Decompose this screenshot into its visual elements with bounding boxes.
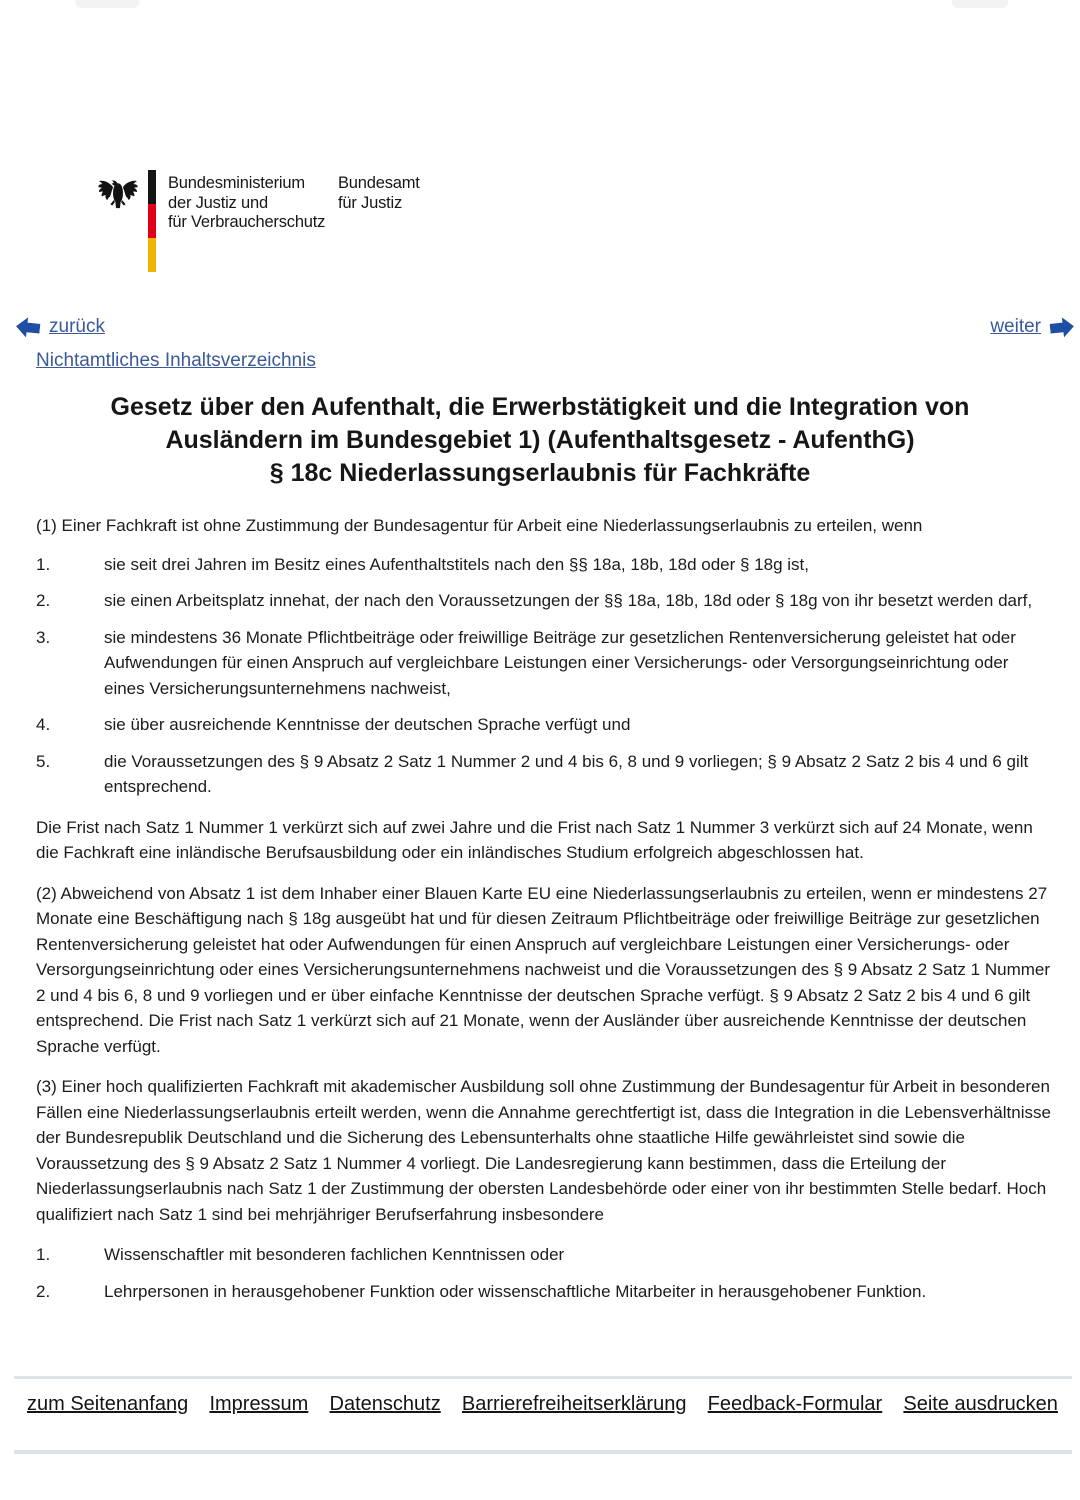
list-item-number: 1. bbox=[36, 1245, 51, 1264]
footer-link-feedback-form[interactable]: Feedback-Formular bbox=[707, 1393, 883, 1415]
office-name-line2: für Justiz bbox=[338, 193, 403, 212]
list-item-number: 3. bbox=[36, 627, 51, 647]
footer-divider-top bbox=[14, 1376, 1072, 1379]
paragraph-1-list bbox=[36, 552, 1052, 800]
flag-gold bbox=[148, 238, 156, 272]
section-title: § 18c Niederlassungserlaubnis für Fachkräfte bbox=[269, 459, 811, 487]
toc-link[interactable]: Nichtamtliches Inhaltsverzeichnis bbox=[36, 350, 316, 371]
nav-toc bbox=[36, 350, 316, 372]
office-name-line1: Bundesamt bbox=[338, 174, 420, 192]
back-link[interactable]: zurück bbox=[49, 316, 105, 337]
list-item-text: Wissenschaftler mit besonderen fachlichen Kenntnissen oder bbox=[104, 1245, 565, 1264]
footer-link-top-of-page[interactable]: zum Seitenanfang bbox=[27, 1393, 189, 1415]
nav-forward bbox=[990, 316, 1074, 338]
paragraph-1-closing: Die Frist nach Satz 1 Nummer 1 verkürzt sich auf zwei Jahre und die Frist nach Satz 1 Nummer 3 verkürzt sich auf 24 Monate, wenn die Fachkraft eine inländische Berufsausbildung oder ein inländisches Studium erfolgreich abgeschlossen hat. bbox=[36, 817, 1033, 862]
list-item bbox=[36, 1279, 1052, 1305]
back-arrow-icon[interactable] bbox=[15, 315, 41, 338]
footer-links bbox=[27, 1393, 1058, 1416]
forward-link[interactable]: weiter bbox=[990, 316, 1041, 337]
ministry-name-line2: der Justiz und bbox=[168, 193, 268, 212]
footer-link-datenschutz[interactable]: Datenschutz bbox=[329, 1393, 441, 1415]
footer-link-print-page[interactable]: Seite ausdrucken bbox=[903, 1393, 1058, 1415]
office-name bbox=[338, 174, 478, 213]
footer-link-impressum[interactable]: Impressum bbox=[209, 1393, 309, 1415]
list-item-number: 4. bbox=[36, 715, 51, 734]
list-item-text: Lehrpersonen in herausgehobener Funktion oder wissenschaftliche Mitarbeiter in herausgehobener Funktion. bbox=[104, 1281, 927, 1301]
flag-stripe bbox=[148, 170, 156, 272]
list-item bbox=[36, 552, 1052, 578]
list-item-text: sie einen Arbeitsplatz innehat, der nach den Voraussetzungen der §§ 18a, 18b, 18d oder § 18g von ihr besetzt werden darf, bbox=[104, 591, 1033, 610]
list-item-number: 1. bbox=[36, 554, 51, 574]
list-item bbox=[36, 588, 1052, 614]
paragraph-3-list bbox=[36, 1242, 1052, 1304]
list-item-number: 2. bbox=[36, 591, 51, 610]
law-text bbox=[36, 513, 1052, 1319]
list-item-text: sie über ausreichende Kenntnisse der deutschen Sprache verfügt und bbox=[104, 715, 631, 734]
list-item bbox=[36, 625, 1052, 702]
top-edge-artifact-left bbox=[75, 0, 139, 8]
page-title bbox=[0, 391, 1080, 490]
nav-back bbox=[16, 316, 105, 338]
forward-arrow-icon[interactable] bbox=[1049, 315, 1075, 338]
ministry-logo bbox=[97, 170, 325, 272]
ministry-name-line3: für Verbraucherschutz bbox=[168, 213, 326, 231]
footer-link-accessibility[interactable]: Barrierefreiheitserklärung bbox=[461, 1393, 687, 1415]
paragraph-3: (3) Einer hoch qualifizierten Fachkraft mit akademischer Ausbildung soll ohne Zustimmung der Bundesagentur für Arbeit in besonderen Fällen eine Niederlassungserlaubnis erteilt werden, wenn die Annahme gerechtfertigt ist, dass die Integration in die Lebensverhältnisse der Bundesrepublik Deutschland und die Sicherung des Lebensunterhalts ohne staatliche Hilfe gewährleistet sind sowie die Voraussetzung des § 9 Absatz 2 Satz 1 Nummer 4 vorliegt. Die Landesregierung kann bestimmen, dass die Erteilung der Niederlassungserlaubnis nach Satz 1 der Zustimmung der obersten Landesbehörde oder einer von ihr bestimmten Stelle bedarf. Hoch qualifiziert nach Satz 1 sind bei mehrjähriger Berufserfahrung insbesondere bbox=[36, 1077, 1051, 1224]
paragraph-1-intro: (1) Einer Fachkraft ist ohne Zustimmung der Bundesagentur für Arbeit eine Niederlassungserlaubnis zu erteilen, wenn bbox=[36, 516, 923, 535]
list-item-number: 5. bbox=[36, 751, 51, 771]
flag-black bbox=[148, 170, 156, 204]
list-item-text: sie mindestens 36 Monate Pflichtbeiträge oder freiwillige Beiträge zur gesetzlichen Rentenversicherung geleistet hat oder Aufwendungen für einen Anspruch auf vergleichbare Leistungen einer Versicherungs- oder Versorgungseinrichtung oder eines Versicherungsunternehmens nachweist, bbox=[104, 627, 1016, 698]
list-item-text: sie seit drei Jahren im Besitz eines Aufenthaltstitels nach den §§ 18a, 18b, 18d oder § 18g ist, bbox=[104, 554, 809, 574]
paragraph-2: (2) Abweichend von Absatz 1 ist dem Inhaber einer Blauen Karte EU eine Niederlassungserlaubnis zu erteilen, wenn er mindestens 27 Monate eine Beschäftigung nach § 18g ausgeübt hat und für diesen Zeitraum Pflichtbeiträge oder freiwillige Beiträge zur gesetzlichen Rentenversicherung geleistet hat oder Aufwendungen für einen Anspruch auf vergleichbare Leistungen einer Versicherungs- oder Versorgungseinrichtung oder eines Versicherungsunternehmens nachweist und die Voraussetzungen des § 9 Absatz 2 Satz 1 Nummer 2 und 4 bis 6, 8 und 9 vorliegen und er über einfache Kenntnisse der deutschen Sprache verfügt. § 9 Absatz 2 Satz 2 bis 4 und 6 gilt entsprechend. Die Frist nach Satz 1 verkürzt sich auf 21 Monate, wenn der Ausländer über ausreichende Kenntnisse der deutschen Sprache verfügt. bbox=[36, 883, 1051, 1056]
list-item-number: 2. bbox=[36, 1281, 51, 1301]
footer-divider-bottom bbox=[14, 1450, 1072, 1454]
top-edge-artifact-right bbox=[952, 0, 1008, 8]
ministry-name-line1: Bundesministerium bbox=[168, 174, 305, 192]
list-item-text: die Voraussetzungen des § 9 Absatz 2 Satz 1 Nummer 2 und 4 bis 6, 8 und 9 vorliegen; § 9 Absatz 2 Satz 2 bis 4 und 6 gilt entsprechend. bbox=[104, 751, 1029, 796]
list-item bbox=[36, 749, 1052, 800]
ministry-name bbox=[168, 174, 325, 272]
list-item bbox=[36, 1242, 1052, 1268]
list-item bbox=[36, 712, 1052, 738]
flag-red bbox=[148, 204, 156, 238]
law-title: Gesetz über den Aufenthalt, die Erwerbstätigkeit und die Integration von Ausländern im Bundesgebiet 1) (Aufenthaltsgesetz - AufenthG) bbox=[110, 393, 970, 454]
federal-eagle-icon bbox=[97, 173, 139, 215]
